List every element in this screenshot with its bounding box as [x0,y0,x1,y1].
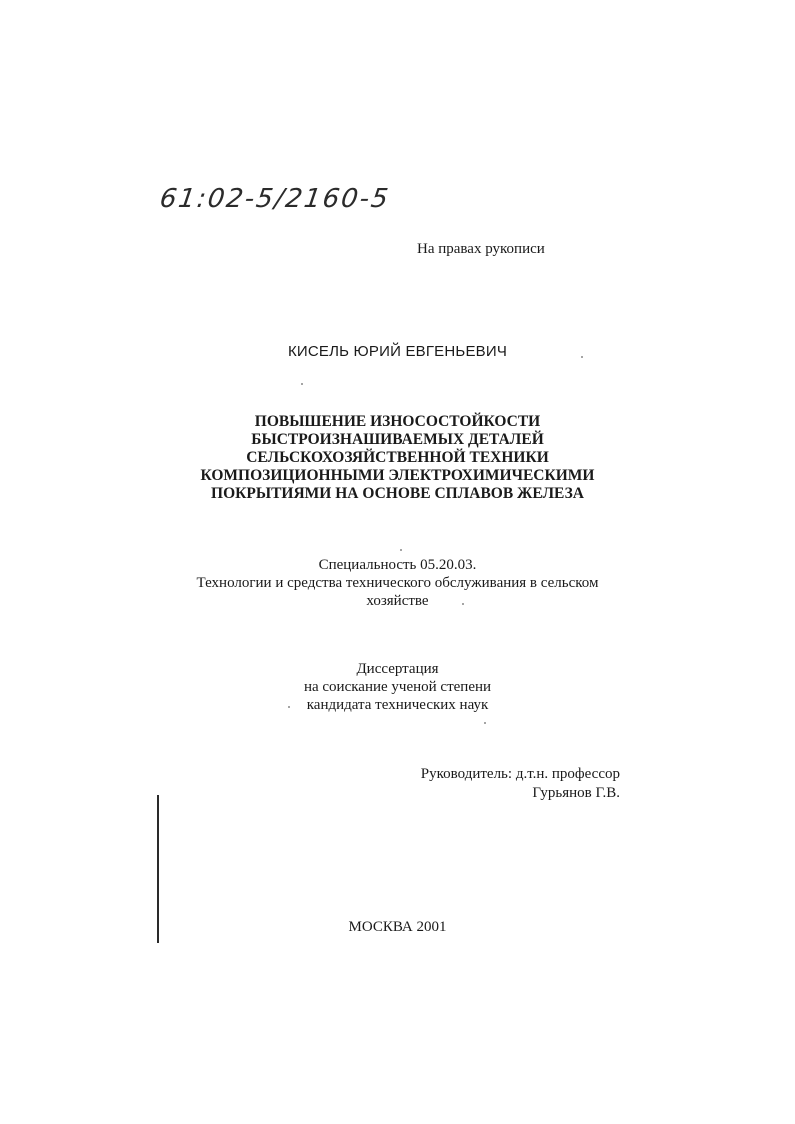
rights-note: На правах рукописи [417,241,545,257]
scan-speck [400,549,402,551]
title-line: ПОВЫШЕНИЕ ИЗНОСОСТОЙКОСТИ [254,413,541,430]
title-line: ПОКРЫТИЯМИ НА ОСНОВЕ СПЛАВОВ ЖЕЛЕЗА [211,485,584,502]
dissertation-title [150,413,645,503]
supervisor-name: Гурьянов Г.В. [532,785,620,801]
degree-line: кандидата технических наук [306,697,489,713]
scan-speck [581,356,583,358]
specialty-name-line: Технологии и средства технического обслуживания в сельском [196,575,599,591]
title-line: БЫСТРОИЗНАШИВАЕМЫХ ДЕТАЛЕЙ [251,431,544,448]
scan-margin-line [157,795,159,943]
supervisor-title: Руководитель: д.т.н. профессор [420,766,620,782]
scan-speck [301,383,303,385]
degree-block [150,660,645,714]
specialty-name-line: хозяйстве [366,593,429,609]
author-name: КИСЕЛЬ ЮРИЙ ЕВГЕНЬЕВИЧ [287,343,508,360]
title-line: СЕЛЬСКОХОЗЯЙСТВЕННОЙ ТЕХНИКИ [246,449,549,466]
scan-speck [462,603,464,605]
degree-line: Диссертация [356,661,439,677]
scan-speck [484,722,486,724]
scan-speck [288,706,290,708]
supervisor-block [420,765,620,803]
specialty-code: Специальность 05.20.03. [318,557,477,573]
degree-line: на соискание ученой степени [303,679,492,695]
title-line: КОМПОЗИЦИОННЫМИ ЭЛЕКТРОХИМИЧЕСКИМИ [200,467,595,484]
handwritten-catalog-code: 61:02-5/2160-5 [157,184,392,214]
specialty-block [150,556,645,610]
city-year: МОСКВА 2001 [348,919,447,935]
